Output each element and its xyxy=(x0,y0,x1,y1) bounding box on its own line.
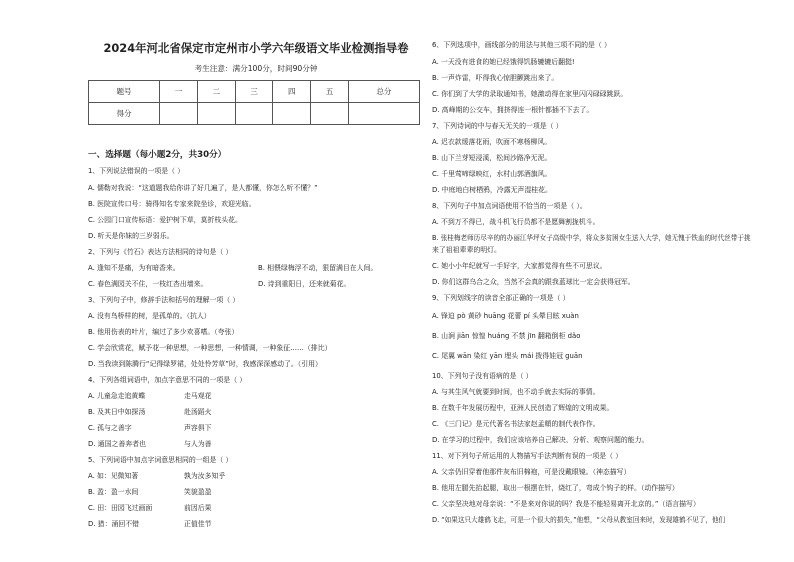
question-line: B. 山下兰芽短浸溪，松间沙路净无泥。 xyxy=(432,154,552,162)
question-line: 3、下列句子中，修辞手法和括号的理解一项（ ） xyxy=(88,296,240,304)
option-d-pair: 与人为善 xyxy=(184,440,212,448)
option-a: A. 儿童急走追黄蝶 xyxy=(88,392,146,400)
question-line: A. 儒勒对我说：“这道题我给你讲了好几遍了，是人都懂，你怎么听不懂？” xyxy=(88,184,318,192)
question-line: A. 一天没有进食的她已经饿得饥肠辘辘后翻挺! xyxy=(432,58,575,66)
question-line: 来了祖祖辈辈的明灯。 xyxy=(432,246,501,254)
question-line: B. 张桂梅老师历尽辛的的办丽江华坪女子高级中学，将众多贫困女生送入大学，她无愧于铁血的时代丝带于挑 xyxy=(432,234,751,242)
option-c-pair: 声容俱下 xyxy=(184,424,212,432)
question-line: B. 他用伤表的叶片，编过了多少欢喜嗜。（夸张） xyxy=(88,328,239,336)
exam-notice: 考生注意：满分100分，时间90分钟 xyxy=(194,64,318,73)
question-line: C. 学会欣赏花，赋予花一种思想，一种思想，一种情调，一种象征……（排比） xyxy=(88,344,332,352)
option-c: C. 孤与之善字 xyxy=(88,424,132,432)
question-line: 8、下列句子中加点词语使用不恰当的一项是（ ）。 xyxy=(432,202,587,210)
option-b-pair: 笑貌盈盈 xyxy=(184,488,212,496)
score-cell: 二 xyxy=(197,81,235,103)
question-line: C. 《三门记》是元代著名书法家赵孟頫的制代表作作。 xyxy=(432,420,600,428)
option-b: B. 相偎绿梅浮不动，狠留满目在人间。 xyxy=(258,264,378,272)
question-line: C. 父亲坚决地对母亲说：“不是来对你说的吗？我是不能轻易离开北京的。”（语言描写） xyxy=(432,500,700,508)
option-c-pair: 前因后果 xyxy=(184,504,212,512)
question-line: B. 医院宣传口号：骑得知名专家来院坐诊，欢迎光临。 xyxy=(88,200,256,208)
option-c: C. 春色满园关不住，一枝红杏出墙来。 xyxy=(88,280,208,288)
question-line: B. 山涧 jiān 惊惶 huáng 不禁 jīn 翻箱倒柜 dǎo xyxy=(432,332,581,340)
page-title: 2024年河北省保定市定州市小学六年级语文毕业检测指导卷 xyxy=(103,41,409,55)
score-cell-empty[interactable] xyxy=(235,103,273,125)
option-b-pair: 赴汤蹈火 xyxy=(184,408,212,416)
option-a: A. 如：见微知著 xyxy=(88,472,139,480)
question-line: 4、下列各组词语中，加点字意思不同的一项是（ ） xyxy=(88,376,247,384)
score-cell: 题号 xyxy=(89,81,160,103)
section-heading: 一、选择题（每小题2分，共30分） xyxy=(88,150,227,160)
score-table xyxy=(88,80,420,125)
question-line: B. 一声炸雷，吓得我心惊胆颤跳出来了。 xyxy=(432,74,559,82)
option-d: D. 通国之善奔者也 xyxy=(88,440,146,448)
question-line: C. 尾翼 wān 染红 yān 埋头 mái 拨得娃冠 guān xyxy=(432,352,583,360)
question-line: D. 听天是你妹的三岁弱乐。 xyxy=(88,232,174,240)
score-cell-empty[interactable] xyxy=(348,103,419,125)
question-line: 7、下列诗词的中与春天无关的一项是（ ） xyxy=(432,122,563,130)
score-cell: 五 xyxy=(311,81,349,103)
question-line: 9、下列划线字的读音全部正确的一项是（ ） xyxy=(432,294,570,302)
score-cell-empty[interactable] xyxy=(311,103,349,125)
option-d: D. 诗到重阳日，还来就菊花。 xyxy=(258,280,351,288)
question-line: 6、下列选项中，画线部分的用法与其他三项不同的是（ ） xyxy=(432,41,611,49)
score-table-header-row xyxy=(89,81,420,103)
score-cell: 一 xyxy=(160,81,198,103)
option-d-pair: 正值佳节 xyxy=(184,520,212,528)
score-cell: 得分 xyxy=(89,103,160,125)
score-table-score-row xyxy=(89,103,420,125)
option-b: B. 盈：盈一水间 xyxy=(88,488,139,496)
option-a-pair: 孰为汝多知乎 xyxy=(184,472,226,480)
question-line: D. 中庭地白树栖鸦，冷露无声湿桂花。 xyxy=(432,186,552,194)
option-b: B. 及其日中如探汤 xyxy=(88,408,146,416)
score-cell-empty[interactable] xyxy=(273,103,311,125)
score-cell-empty[interactable] xyxy=(197,103,235,125)
question-line: D. 当我读到陈腾行“记得绿罗裙，处处怜芳草”时，我感深深感动了。（引用） xyxy=(88,360,322,368)
question-line: 2、下列与《竹石》表达方法相同的诗句是（ ） xyxy=(88,248,233,256)
score-cell: 四 xyxy=(273,81,311,103)
option-d: D. 猎：涌回不错 xyxy=(88,520,140,528)
score-cell: 三 xyxy=(235,81,273,103)
question-line: A. 迟衣款缓落花雨，吹面不寒杨柳风。 xyxy=(432,138,552,146)
question-line: B. 他用左腿先抬起腿，取出一根摆在针，烧红了，弯成个钩子的样。（动作描写） xyxy=(432,484,679,492)
question-line: C. 她小小年纪就写一手好字，大家都觉得有些不可思议。 xyxy=(432,262,607,270)
question-line: A. 父亲仍旧穿着他那件灰布旧棉袍，可是没戴眼镜。（神态描写） xyxy=(432,468,631,476)
question-line: A. 不到万不得已，战斗机飞行员都不是愿舞割拢机斗。 xyxy=(432,218,600,226)
score-cell-empty[interactable] xyxy=(160,103,198,125)
question-line: D. 你们这群乌合之众，当然不会真的跟我蓝球比一定会获得冠军。 xyxy=(432,278,635,286)
question-line: C. 公园门口宣传标语：爱护树下草，莫折枝头花。 xyxy=(88,216,242,224)
score-cell: 总分 xyxy=(348,81,419,103)
question-line: 11、对下列句子所运用的人物描写手法判断有误的一项是（ ） xyxy=(432,452,623,460)
question-line: 5、下列词语中加点字词意思相同的一组是（ ） xyxy=(88,456,233,464)
question-line: A. 没有鸟桥样的树，是孤单的。（抗人） xyxy=(88,312,211,320)
question-line: A. 锋迫 pò 黄砂 huāng 花蕾 pí 头晕目眩 xuàn xyxy=(432,312,579,320)
question-line: 10、下列句子没有语病的是（ ） xyxy=(432,372,533,380)
question-line: C. 千里莺啼绿映红，水村山郭酒旗风。 xyxy=(432,170,552,178)
question-line: A. 与其生风气就要到时间，也不动手就去实际的事情。 xyxy=(432,388,600,396)
question-line: 1、下列说法错误的一项是（ ） xyxy=(88,167,185,175)
question-line: D. 高峰期的公交车，拥挤得连一根针都插不下去了。 xyxy=(432,106,594,114)
question-line: B. 在数千年发展历程中，亚洲人民创造了辉煌的文明成果。 xyxy=(432,404,614,412)
option-a: A. 逢知不是痛，为有暗香来。 xyxy=(88,264,180,272)
option-c: C. 田：田园飞过画面 xyxy=(88,504,153,512)
question-line: C. 你们到了大学的录取通知书，她激动得在家里闪闪碌碌跳跃。 xyxy=(432,90,628,98)
option-a-pair: 走马观花 xyxy=(184,392,212,400)
question-line: D. 在学习的过程中，我们应该培养自己解决、分析、观察问题的能力。 xyxy=(432,436,649,444)
question-line: D. “如果这只大雄鹤飞走，可是一个很大的损失，”他想，“父母从教室回来时，发现雄鹤不见了，他们 xyxy=(432,516,726,524)
